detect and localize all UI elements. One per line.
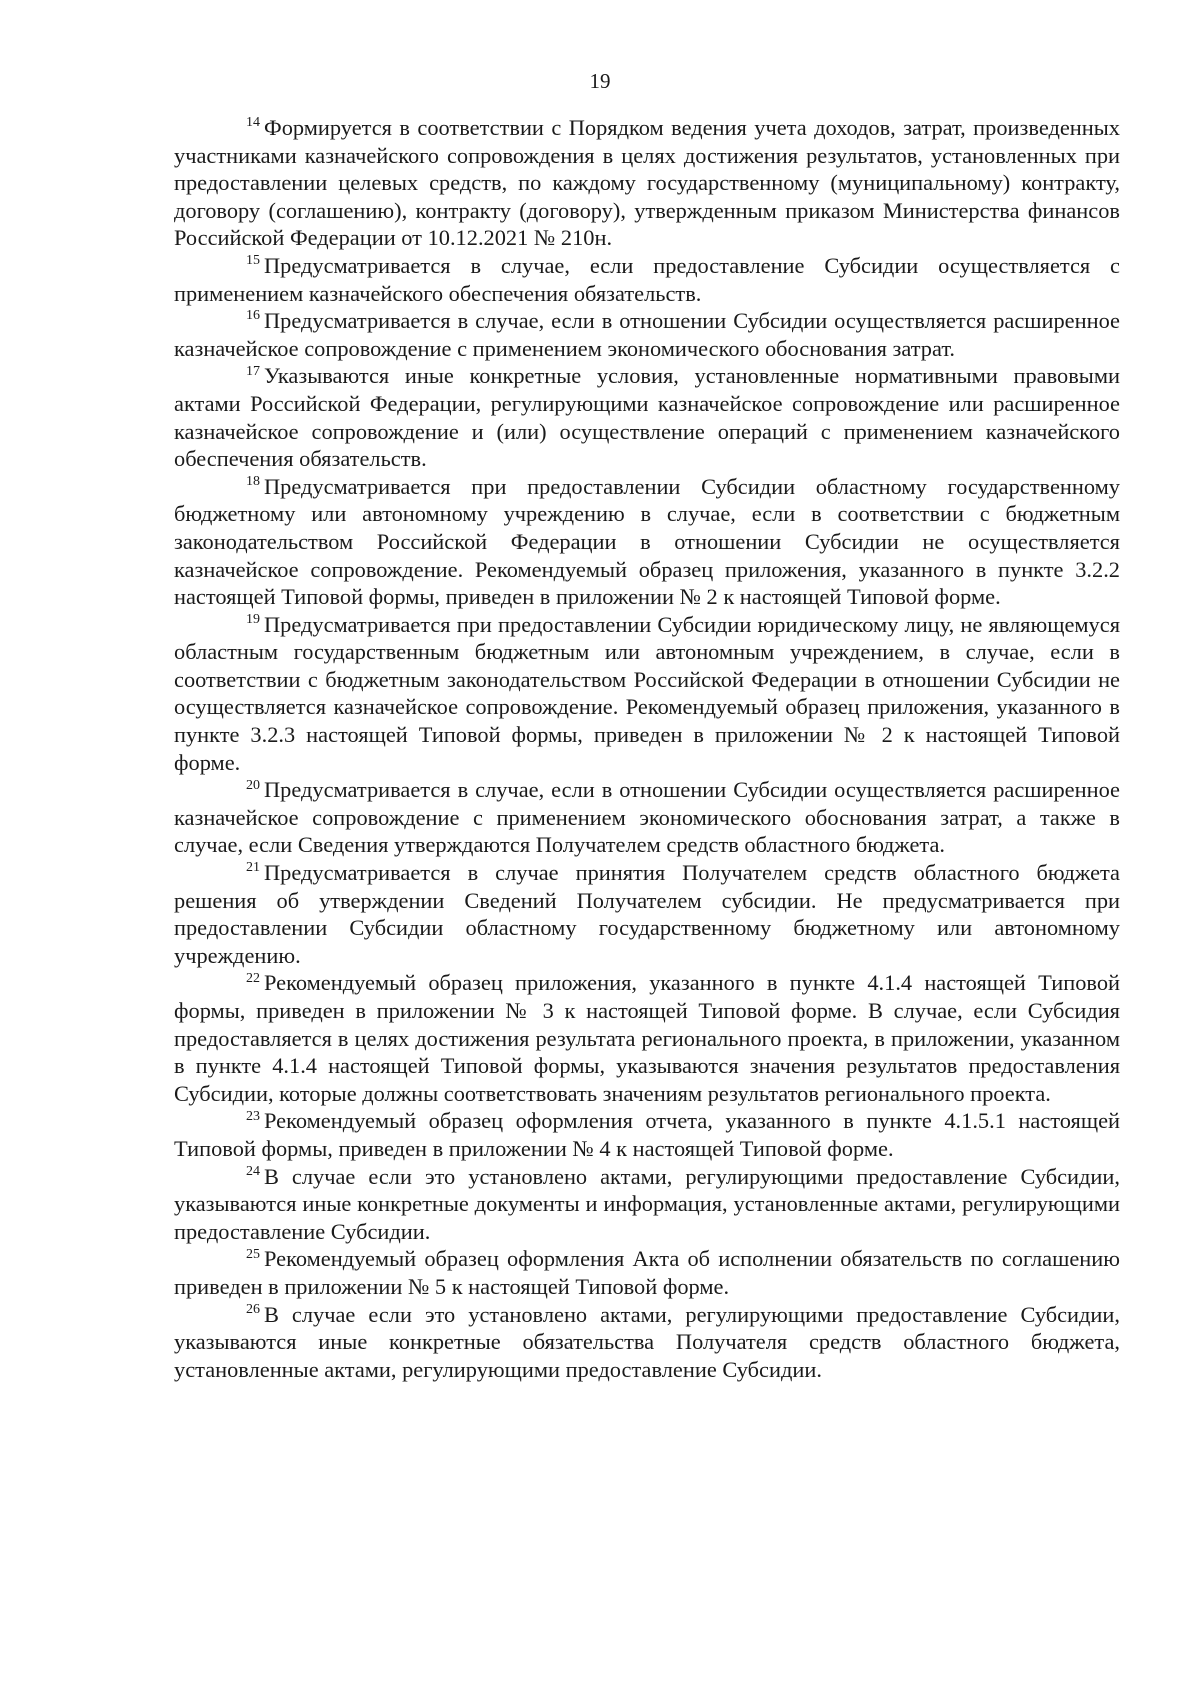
footnote: [174, 252, 1120, 307]
footnote: [174, 611, 1120, 777]
footnote-text: Формируется в соответствии с Порядком ведения учета доходов, затрат, произведенных участниками казначейского сопровождения в целях достижения результатов, установленных при предоставлении целевых средств, по каждому государственному (муниципальному) контракту, договору (соглашению), контракту (договору), утвержденным приказом Министерства финансов Российской Федерации от 10.12.2021 № 210н.: [174, 115, 1120, 251]
footnote: [174, 114, 1120, 252]
footnote-text: Рекомендуемый образец оформления отчета, указанного в пункте 4.1.5.1 настоящей Типовой формы, приведен в приложении № 4 к настоящей Типовой форме.: [174, 1108, 1120, 1161]
footnote-number: 26: [246, 1301, 260, 1317]
footnote: [174, 776, 1120, 859]
footnote: [174, 1245, 1120, 1300]
footnote-number: 22: [246, 970, 260, 986]
footnote-text: Предусматривается в случае принятия Получателем средств областного бюджета решения об утверждении Сведений Получателем субсидии. Не предусматривается при предоставлении Субсидии областному государственному бюджетному или автономному учреждению.: [174, 860, 1120, 968]
footnote: [174, 307, 1120, 362]
footnote-number: 14: [246, 115, 260, 131]
footnote-number: 17: [246, 363, 260, 379]
footnote: [174, 1107, 1120, 1162]
footnote-text: Рекомендуемый образец приложения, указанного в пункте 4.1.4 настоящей Типовой формы, приведен в приложении № 3 к настоящей Типовой форме. В случае, если Субсидия предоставляется в целях достижения результата регионального проекта, в приложении, указанном в пункте 4.1.4 настоящей Типовой формы, указываются значения результатов предоставления Субсидии, которые должны соответствовать значениям результатов регионального проекта.: [174, 970, 1120, 1106]
footnote-text: Предусматривается в случае, если в отношении Субсидии осуществляется расширенное казначейское сопровождение с применением экономического обоснования затрат, а также в случае, если Сведения утверждаются Получателем средств областного бюджета.: [174, 777, 1120, 858]
footnote: [174, 362, 1120, 472]
footnote-number: 20: [246, 777, 260, 793]
footnote-number: 16: [246, 308, 260, 324]
footnote: [174, 969, 1120, 1107]
footnote-text: Предусматривается при предоставлении Субсидии юридическому лицу, не являющемуся областным государственным бюджетным или автономным учреждением, в случае, если в соответствии с бюджетным законодательством Российской Федерации в отношении Субсидии не осуществляется казначейское сопровождение. Рекомендуемый образец приложения, указанного в пункте 3.2.3 настоящей Типовой формы, приведен в приложении № 2 к настоящей Типовой форме.: [174, 611, 1120, 775]
footnote-number: 21: [246, 860, 260, 876]
footnote-text: Предусматривается при предоставлении Субсидии областному государственному бюджетному или автономному учреждению в случае, если в соответствии с бюджетным законодательством Российской Федерации в отношении Субсидии не осуществляется казначейское сопровождение. Рекомендуемый образец приложения, указанного в пункте 3.2.2 настоящей Типовой формы, приведен в приложении № 2 к настоящей Типовой форме.: [174, 473, 1120, 610]
footnote-text: Указываются иные конкретные условия, установленные нормативными правовыми актами Российской Федерации, регулирующими казначейское сопровождение или расширенное казначейское сопровождение и (или) осуществление операций с применением казначейского обеспечения обязательств.: [174, 363, 1120, 472]
footnote-text: Предусматривается в случае, если предоставление Субсидии осуществляется с применением казначейского обеспечения обязательств.: [174, 252, 1120, 306]
footnote: [174, 1163, 1120, 1246]
footnotes-list: [174, 114, 1120, 1383]
footnote-number: 23: [246, 1108, 260, 1124]
footnote-number: 24: [246, 1163, 260, 1179]
footnote-number: 19: [246, 612, 260, 628]
footnote-text: Предусматривается в случае, если в отношении Субсидии осуществляется расширенное казначейское сопровождение с применением экономического обоснования затрат.: [174, 308, 1120, 361]
footnote: [174, 1301, 1120, 1384]
footnote-text: В случае если это установлено актами, регулирующими предоставление Субсидии, указываются иные конкретные документы и информация, установленные актами, регулирующими предоставление Субсидии.: [174, 1163, 1120, 1244]
footnote: [174, 859, 1120, 969]
footnote-text: В случае если это установлено актами, регулирующими предоставление Субсидии, указываются иные конкретные обязательства Получателя средств областного бюджета, установленные актами, регулирующими предоставление Субсидии.: [174, 1301, 1120, 1382]
footnote-text: Рекомендуемый образец оформления Акта об исполнении обязательств по соглашению приведен в приложении № 5 к настоящей Типовой форме.: [174, 1246, 1120, 1299]
footnote-number: 25: [246, 1246, 260, 1262]
page-number: 19: [589, 69, 611, 93]
footnote-number: 15: [246, 253, 260, 269]
footnote: [174, 473, 1120, 611]
footnote-number: 18: [246, 474, 260, 490]
